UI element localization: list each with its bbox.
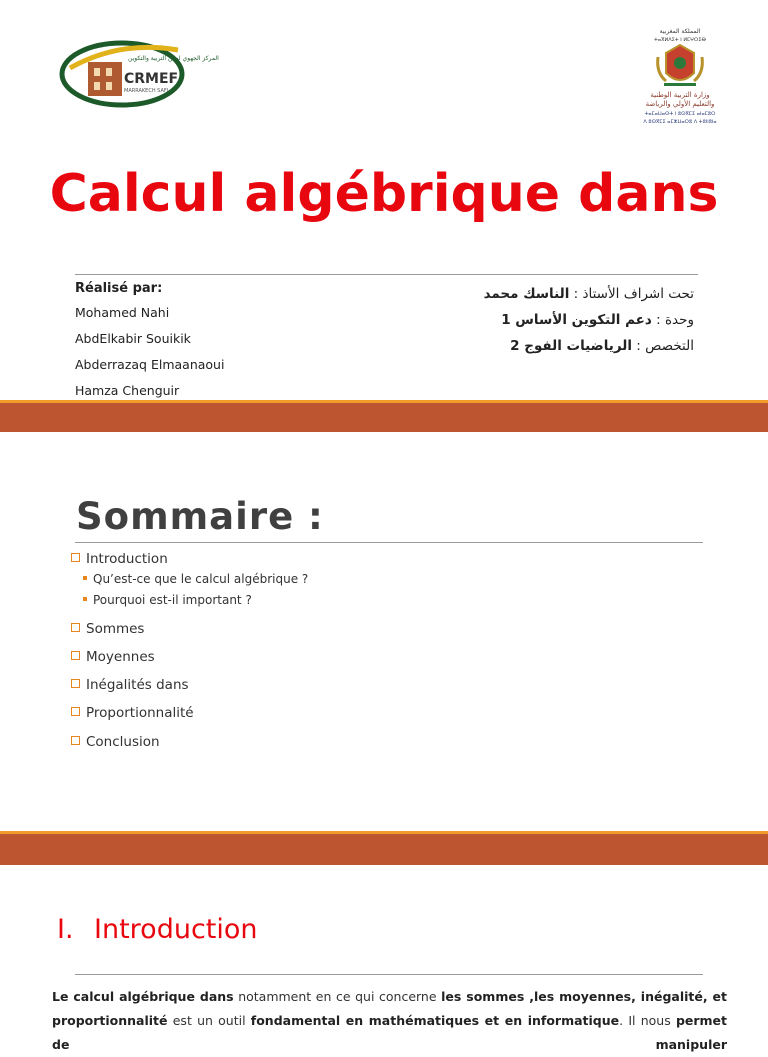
section-title: Introduction: [94, 914, 258, 945]
author-name: AbdElkabir Souikik: [75, 331, 191, 346]
ministry-logo-line3: ⵜⴰⵎⴰⵡⴰⵙⵜ ⵏ ⵓⵙⴳⵎⵉ ⴰⵏⴰⵎⵓⵔ: [644, 111, 716, 117]
slide-title: Calcul algébrique dans: [49, 164, 719, 224]
author-name: Mohamed Nahi: [75, 305, 170, 320]
section-number: I.: [57, 914, 74, 945]
toc-item-moyennes: Moyennes: [71, 649, 155, 665]
checkbox-bullet-icon: [71, 679, 80, 688]
divider: [75, 974, 703, 975]
divider: [75, 274, 698, 275]
ministry-logo-top-tifinagh: ⵜⴰⴳⵍⴷⵉⵜ ⵏ ⵍⵎⵖⵔⵉⴱ: [654, 37, 706, 43]
specialty-label: التخصص :: [636, 338, 694, 354]
toc-item-proportionnalite: Proportionnalité: [71, 705, 194, 721]
ministry-logo-line4: ⴷ ⵓⵙⴳⵎⵉ ⴰⵎⵣⵡⴰⵔⵓ ⴷ ⵜⵓⵏⵏⵓⵏⴰ: [643, 119, 717, 125]
toc-subitem: Qu’est-ce que le calcul algébrique ?: [83, 572, 308, 586]
ministry-logo: [630, 25, 730, 130]
sommaire-title: Sommaire :: [76, 495, 324, 538]
ministry-logo-top-arabic: المملكة المغربية: [659, 28, 701, 35]
crmef-logo-arabic: المركز الجهوي لمهن التربية والتكوين: [128, 55, 219, 62]
supervisor-line: [484, 284, 694, 310]
authors-header: Réalisé par:: [75, 281, 163, 296]
crmef-logo: [60, 38, 219, 108]
slide-separator: [0, 403, 768, 432]
toc-subitem: Pourquoi est-il important ?: [83, 593, 252, 607]
checkbox-bullet-icon: [71, 553, 80, 562]
crmef-logo-text: CRMEF: [124, 71, 179, 87]
module-line: [484, 310, 694, 336]
crmef-logo-subtext: MARRAKECH SAFI: [124, 88, 169, 94]
toc-item-inegalites: Inégalités dans: [71, 677, 189, 693]
checkbox-bullet-icon: [71, 707, 80, 716]
specialty-value: الرياضيات الفوج 2: [510, 338, 632, 354]
ministry-logo-line1: وزارة التربية الوطنية: [650, 91, 710, 99]
supervision-block: [484, 284, 694, 362]
intro-paragraph: Le calcul algébrique dans notamment en ce qui concerne les sommes ,les moyennes, inégalité, et proportionnalité est un outil fondamental en mathématiques et en informatique. Il nous permet de manipuler: [52, 989, 728, 1052]
square-bullet-icon: [83, 576, 87, 580]
section-heading: [57, 910, 258, 950]
checkbox-bullet-icon: [71, 651, 80, 660]
toc-item-sommes: Sommes: [71, 621, 144, 637]
divider: [75, 542, 703, 543]
checkbox-bullet-icon: [71, 623, 80, 632]
author-name: Hamza Chenguir: [75, 383, 180, 398]
checkbox-bullet-icon: [71, 736, 80, 745]
supervisor-value: الناسك محمد: [483, 286, 570, 302]
specialty-line: [484, 336, 694, 362]
author-name: Abderrazaq Elmaanaoui: [75, 357, 225, 372]
ministry-logo-line2: والتعليم الأولي والرياضة: [645, 100, 715, 108]
toc-item-conclusion: Conclusion: [71, 734, 160, 750]
module-value: دعم التكوين الأساس 1: [501, 312, 652, 328]
authors-block: [75, 281, 224, 408]
slide-separator: [0, 834, 768, 865]
module-label: وحدة :: [656, 312, 694, 328]
toc-item-introduction: Introduction: [71, 551, 168, 567]
square-bullet-icon: [83, 597, 87, 601]
supervisor-label: تحت اشراف الأستاذ :: [573, 286, 694, 302]
